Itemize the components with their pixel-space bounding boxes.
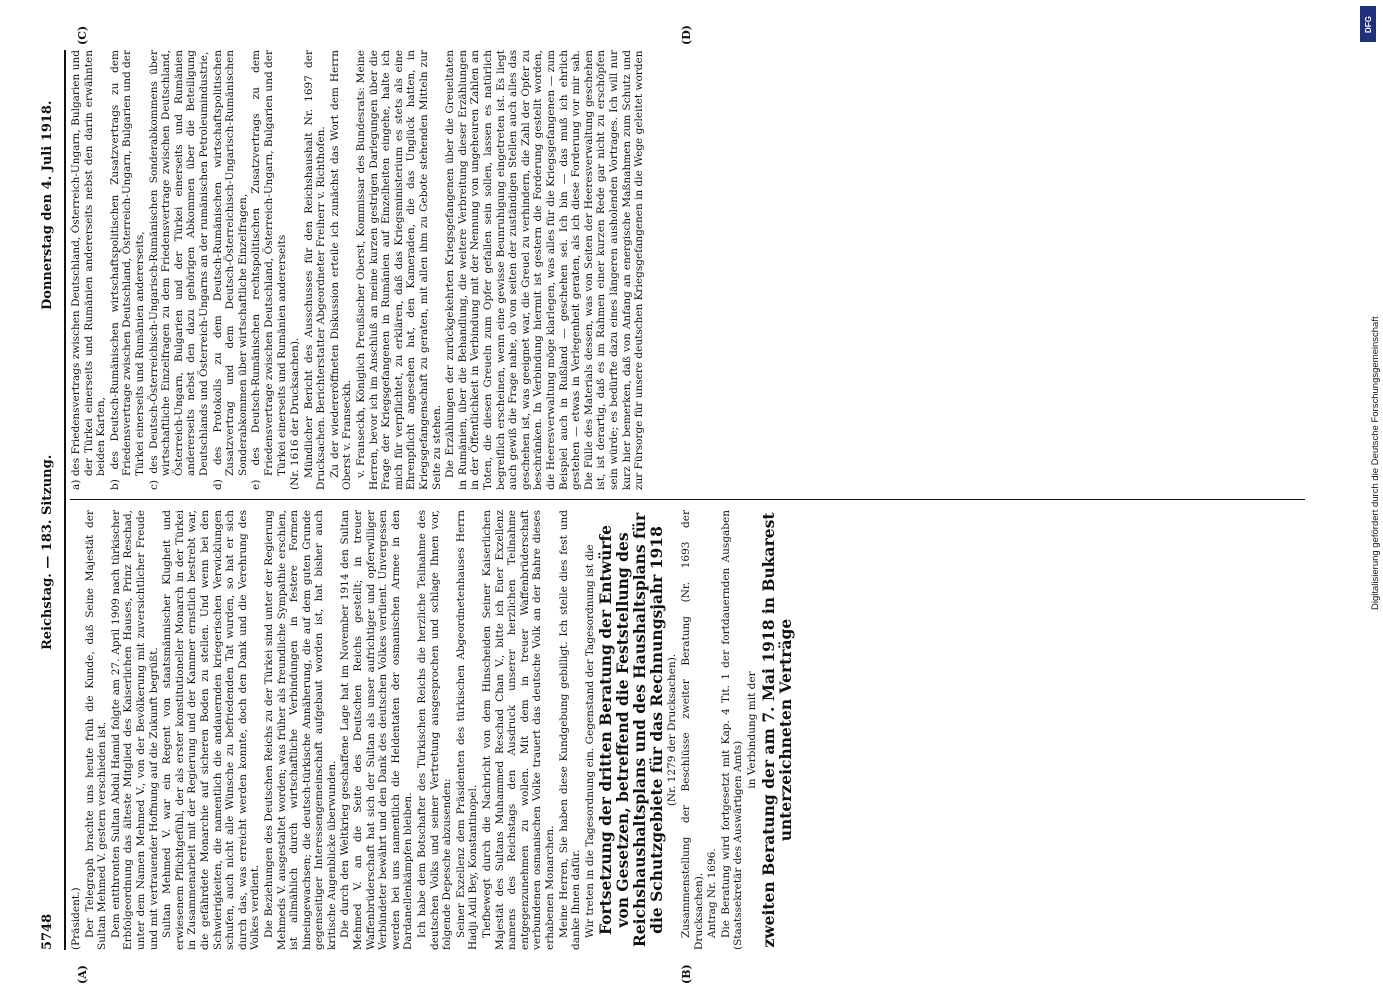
dfg-logo <box>1360 6 1376 42</box>
paragraph: Meine Herren, Sie haben diese Kundgebung gebilligt. Ich stelle dies fest und danke Ihnen dafür. <box>557 510 583 950</box>
page-number: 5748 <box>40 913 55 950</box>
speaker-tag: (Präsident.) <box>70 887 82 950</box>
paragraph: in Verbindung mit der <box>745 671 758 789</box>
right-column <box>70 50 1305 490</box>
paragraph: Zu der wiedereröffneten Diskussion erteile ich zunächst das Wort dem Herrn Oberst v. Franseckh. <box>328 50 354 490</box>
agenda-heading: zweiten Beratung der am 7. Mai 1918 in Bukarest unterzeichneten Verträge <box>758 512 795 948</box>
paragraph: (Nr. 1279 der Drucksachen). <box>666 653 679 807</box>
paragraph: Mündlicher Bericht des Ausschusses für den Reichshaushalt Nr. 1697 der Drucksachen. Berichterstatter Abgeordneter Freiherr v. Richthofen. <box>302 50 328 490</box>
treaty-item: e) des Deutsch-Rumänischen rechtspolitischen Zusatzvertrags zu dem Friedensvertrage zwischen Deutschland, Österreich-Ungarn, Bulgarien und der Türkei einerseits und Rumänien andererseits <box>250 50 288 490</box>
margin-mark-c: (C) <box>76 25 89 45</box>
paragraph: Die durch den Weltkrieg geschaffene Lage hat im November 1914 den Sultan Mehmed V. an die Seite des Deutschen Reichs gestellt; in treuer Waffenbrüderschaft hat sich der Sultan als unser aufrichtiger und opferwilliger Verbündeter bewährt und den Dank des deutschen Volkes verdient. Unvergessen werden bei uns namentlich die Heldentaten der osmanischen Armee in den Dardanellenkämpfen bleiben. <box>339 510 415 950</box>
treaty-item: c) des Deutsch-Österreichisch-Ungarisch-Rumänischen Sonderabkommens über wirtschaftliche Einzelfragen zu dem Friedensvertrage zwischen Deutschland, Österreich-Ungarn, Bulgarien und der Türkei einerseits und Rumänien andererseits nebst den dazu gehörigen Abkommen über die Beteiligung Deutschlands und Österreich-Ungarns an der rumänischen Petroleumindustrie, <box>147 50 210 490</box>
digitization-credit: Digitalisierung gefördert durch die Deutsche Forschungsgemeinschaft <box>1370 316 1381 610</box>
paragraph: Sultan Mehmed V. war ein Regent von staatsmännischer Klugheit und erwiesenem Pflichtgefühl, der als erster konstitutioneller Monarch in der Türkei in Zusammenarbeit mit der Regierung und der Kammer ernstlich bestrebt war, die gefährdete Monarchie auf sicheren Boden zu stellen. Und wenn bei den Schwierigkeiten, die namentlich die andauernden kriegerischen Verwicklungen schufen, auch nicht alle Wünsche zu befriedenden Tat wurden, so hat er sich durch das, was erreicht werden konnte, doch den Dank und die Verehrung des Volkes verdient. <box>161 510 262 950</box>
paragraph: Zusammenstellung der Beschlüsse zweiter Beratung (Nr. 1693 der Drucksachen). <box>679 510 705 950</box>
margin-mark-b: (B) <box>680 964 693 984</box>
paragraph: Die Beratung wird fortgesetzt mit Kap. 4 Tit. 1 der fortdauernden Ausgaben (Staatssekretär des Auswärtigen Amts) <box>719 510 745 950</box>
treaty-item: b) des Deutsch-Rumänischen wirtschaftspolitischen Zusatzvertrags zu dem Friedensvertrage zwischen Deutschland, Österreich-Ungarn, Bulgarien und der Türkei einerseits und Rumänien andererseits, <box>108 50 146 490</box>
margin-mark-a: (A) <box>76 965 89 984</box>
margin-mark-d: (D) <box>680 25 693 45</box>
header-date: Donnerstag den 4. Juli 1918. <box>40 100 55 310</box>
paragraph: (Nr. 1616 der Drucksachen). <box>289 337 302 490</box>
page-header <box>40 50 62 950</box>
paragraph: Ich habe dem Botschafter des Türkischen Reichs die herzliche Teilnahme des deutschen Volks und seiner Vertretung ausgesprochen und schlage Ihnen vor, folgende Depesche abzusenden: <box>416 510 454 950</box>
agenda-heading: Fortsetzung der dritten Beratung der Entwürfe von Gesetzen, betreffend die Feststellung des Reichshaushaltsplans und des Haushaltsplans für die Schutzgebiete für das Rechnungsjahr 1918 <box>596 512 667 948</box>
treaty-item: d) des Protokolls zu dem Deutsch-Rumänischen wirtschaftspolitischen Zusatzvertrag und dem Deutsch-Österreichisch-Ungarisch-Rumänischen Sonderabkommen über wirtschaftliche Einzelfragen, <box>211 50 249 490</box>
paragraph: Tiefbewegt durch die Nachricht von dem Hinscheiden Seiner Kaiserlichen Majestät des Sultans Muhammed Reschad Chan V., bitte ich Euer Exzellenz namens des Reichstags den Ausdruck unserer herzlichen Teilnahme entgegenzunehmen zu wollen. Mit dem in treuer Waffenbrüderschaft verbundenen osmanischen Volke trauert das deutsche Volk an der Bahre dieses erhabenen Monarchen. <box>481 510 556 950</box>
paragraph: Wir treten in die Tagesordnung ein. Gegenstand der Tagesordnung ist die <box>583 544 596 938</box>
paragraph: Der Telegraph brachte uns heute früh die Kunde, daß Seine Majestät der Sultan Mehmed V. gestern verschieden ist. <box>83 510 109 950</box>
paragraph: Dem entthronten Sultan Abdul Hamid folgte am 27. April 1909 nach türkischer Erbfolgeordnung das älteste Mitglied des Kaiserlichen Hauses, Prinz Reschad, unter dem Namen Mehmed V., von der Bevölkerung mit zuversichtlicher Freude und mit vertrauender Hoffnung auf die Zukunft begrüßt. <box>109 510 160 950</box>
paragraph: Antrag Nr. 1696. <box>706 848 719 938</box>
treaty-item: a) des Friedensvertrags zwischen Deutschland, Österreich-Ungarn, Bulgarien und der Türkei einerseits und Rumänien andererseits nebst den darin erwähnten beiden Karten, <box>70 50 108 490</box>
header-rule <box>64 50 66 950</box>
dfg-logo-text: DFG <box>1363 15 1373 33</box>
column-divider <box>70 499 1305 500</box>
speech-paragraph: v. Franseckh, Königlich Preußischer Oberst, Kommissar des Bundesrats: Meine Herren, bevor ich im Anschluß an meine kurzen gestrigen Darlegungen über die Frage der Kriegsgefangenen in Rumänien auf Einzelheiten eingehe, halte ich mich für verpflichtet, zu erklären, daß das Kriegsministerium es stets als eine Ehrenpflicht angesehen hat, den Kameraden, die das Unglück hatten, in Kriegsgefangenschaft zu geraten, mit allen ihm zu Gebote stehenden Mitteln zur Seite zu stehen. <box>355 50 443 490</box>
running-title: Reichstag. — 183. Sitzung. <box>40 454 55 650</box>
left-column <box>70 510 1305 950</box>
paragraph: Seiner Exzellenz dem Präsidenten des türkischen Abgeordnetenhauses Herrn Hadji Adil Bey, Konstantinopel. <box>454 510 480 950</box>
speech-paragraph: Die Erzählungen der zurückgekehrten Kriegsgefangenen über die Greueltaten in Rumänien, über die Behandlung, die weitere Verbreitung dieser Erzählungen in der Öffentlichkeit in Verbindung mit der Nennung von ungeheuren Zahlen an Toten, die diesen Greueln zum Opfer gefallen sein sollen, lassen es natürlich begreiflich erscheinen, wenn eine gewisse Beunruhigung eingetreten ist. Es liegt auch gewiß die Frage nahe, ob von seiten der zuständigen Stellen auch alles das geschehen ist, was geeignet war, die Greuel zu verhindern, die Zahl der Opfer zu beschränken. In Verbindung hiermit ist gestern die Forderung gestellt worden, die Heeresverwaltung möge klarlegen, was alles für die Kriegsgefangenen — zum Beispiel auch in Rußland — geschehen sei. Ich bin — das muß ich ehrlich gestehen — etwas in Verlegenheit geraten, als ich diese Forderung vor mir sah. Die Fülle des Materials dessen, was von Seiten der Heeresverwaltung geschehen ist, ist derartig, daß es im Rahmen einer kurzen Rede gar nicht zu erschöpfen sein würde; es bedürfte dazu eines längeren ausholenden Vortrages. Ich will nur kurz hier bemerken, daß von Anfang an energische Maßnahmen zum Schutz und zur Fürsorge für unsere deutschen Kriegsgefangenen in die Wege geleitet worden <box>444 50 646 490</box>
paragraph: Die Beziehungen des Deutschen Reichs zu der Türkei sind unter der Regierung Mehmeds V. ausgestaltet worden; was früher als freundliche Sympathie erschien, ist allmählich durch wirtschaftliche Verbindungen in festere Formen hineingewachsen; die deutsch-türkische Annäherung, die auf dem guten Grunde gegenseitiger Interessengemeinschaft aufgebaut worden ist, hat bisher auch kritische Augenblicke überwunden. <box>262 510 338 950</box>
rotated-page-content <box>40 25 1310 984</box>
